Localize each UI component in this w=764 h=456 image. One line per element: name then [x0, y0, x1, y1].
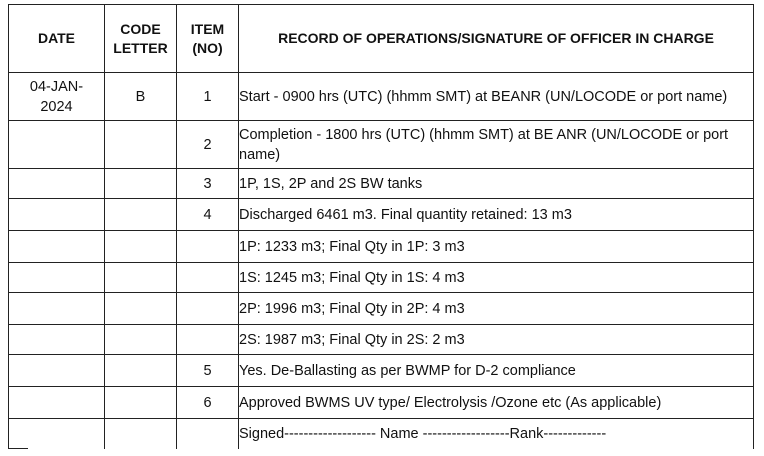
- date-text: 04-JAN- 2024: [29, 78, 84, 115]
- code-letter-cell: [105, 387, 177, 419]
- code-letter-cell: [105, 169, 177, 199]
- item-number-cell: 2: [177, 121, 239, 169]
- table-row: [9, 293, 754, 325]
- record-cell: Yes. De-Ballasting as per BWMP for D-2 compliance: [239, 355, 754, 387]
- item-number-cell: 6: [177, 387, 239, 419]
- date-cell: [9, 121, 105, 169]
- header-code-letter-text: CODE LETTER: [113, 20, 168, 56]
- record-cell: 1S: 1245 m3; Final Qty in 1S: 4 m3: [239, 263, 754, 293]
- record-cell: 2S: 1987 m3; Final Qty in 2S: 2 m3: [239, 325, 754, 355]
- item-number-cell: [177, 293, 239, 325]
- header-date: DATE: [9, 5, 105, 73]
- header-code-letter: [105, 5, 177, 73]
- item-number-cell: 4: [177, 199, 239, 231]
- table-row: [9, 355, 754, 387]
- item-number-cell: 5: [177, 355, 239, 387]
- date-cell: [9, 199, 105, 231]
- table-row: [9, 263, 754, 293]
- header-record: RECORD OF OPERATIONS/SIGNATURE OF OFFICER IN CHARGE: [239, 5, 754, 73]
- table-row: [9, 387, 754, 419]
- table-row: [9, 169, 754, 199]
- header-item-text: ITEM (NO): [190, 20, 225, 56]
- code-letter-cell: [105, 325, 177, 355]
- ballast-water-record-table: [8, 4, 754, 449]
- table-row: [9, 199, 754, 231]
- record-cell: 2P: 1996 m3; Final Qty in 2P: 4 m3: [239, 293, 754, 325]
- table-bottom-edge: [8, 448, 28, 449]
- date-cell: [9, 231, 105, 263]
- table-row: [9, 73, 754, 121]
- item-number-cell: 1: [177, 73, 239, 121]
- code-letter-cell: [105, 263, 177, 293]
- table-row: [9, 121, 754, 169]
- table-row: [9, 325, 754, 355]
- record-cell: Start - 0900 hrs (UTC) (hhmm SMT) at BEANR (UN/LOCODE or port name): [239, 73, 754, 121]
- record-cell: Approved BWMS UV type/ Electrolysis /Ozone etc (As applicable): [239, 387, 754, 419]
- record-cell: Completion - 1800 hrs (UTC) (hhmm SMT) at BE ANR (UN/LOCODE or port name): [239, 121, 754, 169]
- item-number-cell: [177, 231, 239, 263]
- table-row: [9, 231, 754, 263]
- record-cell: Discharged 6461 m3. Final quantity retained: 13 m3: [239, 199, 754, 231]
- code-letter-cell: [105, 121, 177, 169]
- date-cell: [9, 387, 105, 419]
- item-number-cell: [177, 325, 239, 355]
- record-cell: 1P, 1S, 2P and 2S BW tanks: [239, 169, 754, 199]
- header-item: [177, 5, 239, 73]
- code-letter-cell: [105, 199, 177, 231]
- date-cell: [9, 263, 105, 293]
- date-cell: [9, 73, 105, 121]
- code-letter-cell: [105, 293, 177, 325]
- item-number-cell: 3: [177, 169, 239, 199]
- item-number-cell: [177, 419, 239, 449]
- code-letter-cell: B: [105, 73, 177, 121]
- record-cell: 1P: 1233 m3; Final Qty in 1P: 3 m3: [239, 231, 754, 263]
- table-row: [9, 419, 754, 449]
- date-cell: [9, 293, 105, 325]
- code-letter-cell: [105, 419, 177, 449]
- item-number-cell: [177, 263, 239, 293]
- date-cell: [9, 169, 105, 199]
- header-row: [9, 5, 754, 73]
- code-letter-cell: [105, 355, 177, 387]
- date-cell: [9, 419, 105, 449]
- date-cell: [9, 355, 105, 387]
- signature-line: Signed------------------- Name ------------------Rank-------------: [239, 419, 754, 449]
- date-cell: [9, 325, 105, 355]
- code-letter-cell: [105, 231, 177, 263]
